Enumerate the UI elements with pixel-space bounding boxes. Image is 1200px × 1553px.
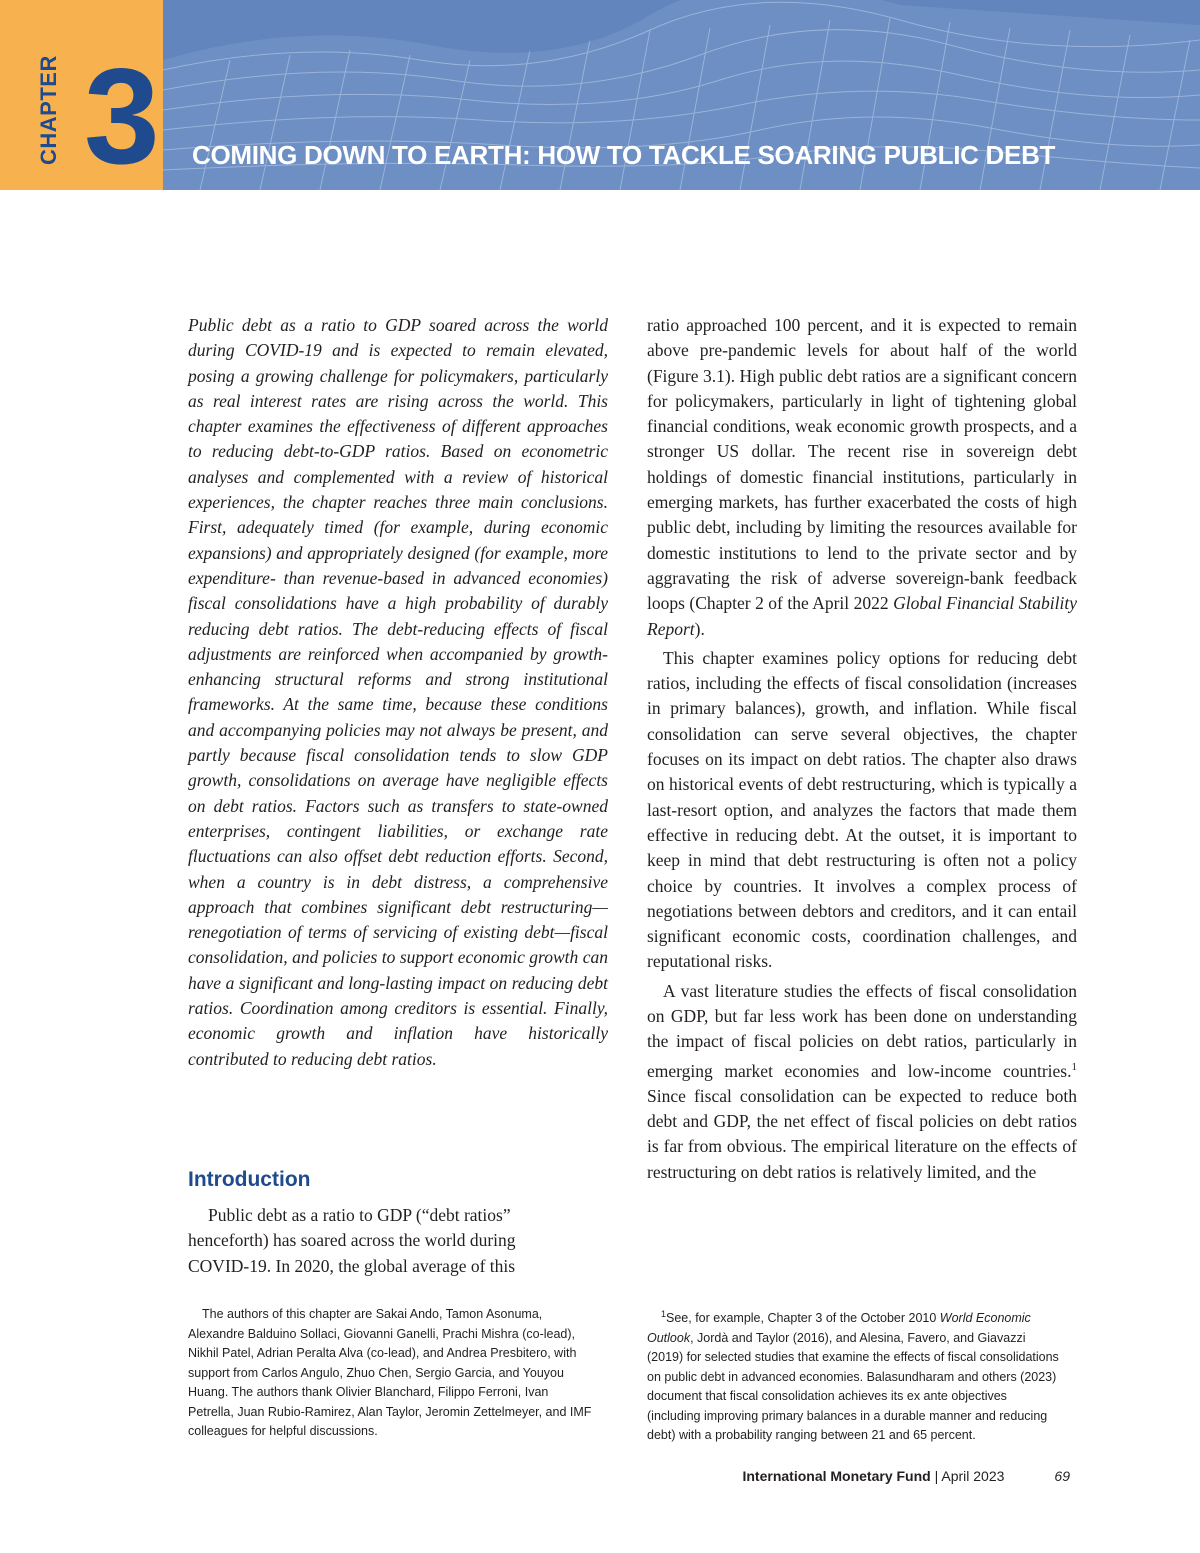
chapter-banner xyxy=(0,0,1200,190)
footnote-1-number: 1 xyxy=(661,1309,667,1319)
left-column xyxy=(188,313,608,1072)
body-paragraph-1-text: ratio approached 100 percent, and it is expected to remain above pre-pandemic levels for about half of the world (Figure 3.1). High public debt ratios are a significant concern for policymakers, particularly in light of tightening global financial conditions, weak economic growth prospects, and a stronger US dollar. The recent rise in sovereign debt holdings of domestic financial institutions, particularly in emerging markets, has further exacerbated the costs of high public debt, including by limiting the resources available for domestic institutions to lend to the private sector and by aggravating the risk of adverse sovereign-bank feedback loops (Chapter 2 of the April 2022 xyxy=(647,315,1077,614)
footer-separator: | xyxy=(930,1468,942,1484)
gfsr-citation: Global Financial Stability Report xyxy=(647,593,1078,639)
chapter-abstract: Public debt as a ratio to GDP soared across the world during COVID-19 and is expected to remain elevated, posing a growing challenge for policymakers, particularly as real interest rates are rising across the world. This chapter examines the effectiveness of different approaches to reducing debt-to-GDP ratios. Based on econometric analyses and complemented with a review of historical experiences, the chapter reaches three main conclusions. First, adequately timed (for example, during economic expansions) and appropriately designed (for example, more expenditure- than revenue-based in advanced economies) fiscal consolidations have a high probability of durably reducing debt ratios. The debt-reducing effects of fiscal adjustments are reinforced when accompanied by growth-enhancing structural reforms and strong institutional frameworks. At the same time, because these conditions and accompanying policies may not always be present, and partly because fiscal consolidation tends to slow GDP growth, consolidations on average have negligible effects on debt ratios. Factors such as transfers to state-owned enterprises, contingent liabilities, or exchange rate fluctuations can also offset debt reduction efforts. Second, when a country is in debt distress, a comprehensive approach that combines significant debt restructuring—renegotiation of terms of servicing of existing debt—fiscal consolidation, and policies to support economic growth can have a significant and long-lasting impact on reducing debt ratios. Coordination among creditors is essential. Finally, economic growth and inflation have historically contributed to reducing debt ratios. xyxy=(188,315,608,1069)
footer-org: International Monetary Fund xyxy=(742,1468,931,1484)
footnote-1-text-a: See, for example, Chapter 3 of the October 2010 xyxy=(666,1311,940,1326)
chapter-title: COMING DOWN TO EARTH: HOW TO TACKLE SOARING PUBLIC DEBT xyxy=(192,140,1056,170)
page-footer xyxy=(742,1468,1070,1484)
right-column xyxy=(647,313,1077,1189)
chapter-box xyxy=(0,0,163,190)
body-paragraph-1 xyxy=(647,313,1077,642)
body-paragraph-3-rest: Since fiscal consolidation can be expected to reduce both debt and GDP, the net effect of fiscal policies on debt ratios is far from obvious. The empirical literature on the effects of restructuring on debt ratios is relatively limited, and the xyxy=(647,1085,1077,1182)
chapter-label: CHAPTER xyxy=(36,55,61,165)
authors-footnote: The authors of this chapter are Sakai Ando, Tamon Asonuma, Alexandre Balduino Sollaci, Giovanni Ganelli, Prachi Mishra (co-lead), Nikhil Patel, Adrian Peralta Alva (co-lead), and Andrea Presbitero, with support from Carlos Angulo, Zhuo Chen, Sergio Garcia, and Youyou Huang. The authors thank Olivier Blanchard, Filippo Ferroni, Ivan Petrella, Juan Rubio-Ramirez, Alan Taylor, Jeromin Zettelmeyer, and IMF colleagues for helpful discussions. xyxy=(188,1307,592,1438)
body-paragraph-3-text: A vast literature studies the effects of fiscal consolidation on GDP, but far less work has been done on understanding the impact of fiscal policies on debt ratios, particularly in emerging market economies and low-income countries. xyxy=(647,980,1077,1081)
introduction-heading: Introduction xyxy=(188,1168,311,1191)
page-number: 69 xyxy=(1054,1468,1070,1484)
body-paragraph-2: This chapter examines policy options for reducing debt ratios, including the effects of fiscal consolidation (increases in primary balances), growth, and inflation. While fiscal consolidation can serve several objectives, the chapter focuses on its impact on debt ratios. The chapter also draws on historical events of debt restructuring, which is typically a last-resort option, and analyzes the factors that made them effective in reducing debt. At the outset, it is important to keep in mind that debt restructuring is often not a policy choice by countries. It involves a complex process of negotiations between debtors and creditors, and it can entail significant economic costs, coordination challenges, and reputational risks. xyxy=(647,647,1077,972)
footer-date: April 2023 xyxy=(941,1468,1005,1484)
footnote-1 xyxy=(647,1305,1062,1446)
weo-citation: World Economic Outlook xyxy=(647,1311,1031,1345)
footnote-ref-1[interactable]: 1 xyxy=(1071,1060,1077,1073)
body-paragraph-3 xyxy=(647,979,1077,1185)
chapter-number: 3 xyxy=(84,40,160,190)
footnote-1-text-b: , Jordà and Taylor (2016), and Alesina, Favero, and Giavazzi (2019) for selected studies that examine the effects of fiscal consolidations on public debt in advanced economies. Balasundharam and others (2023) document that fiscal consolidation achieves its ex ante objectives (including improving primary balances in a durable manner and reducing debt) with a probability ranging between 21 and 65 percent. xyxy=(647,1330,1059,1443)
introduction-paragraph: Public debt as a ratio to GDP (“debt ratios” henceforth) has soared across the world during COVID-19. In 2020, the global average of this xyxy=(188,1205,516,1276)
body-paragraph-1-end: ). xyxy=(694,618,705,639)
